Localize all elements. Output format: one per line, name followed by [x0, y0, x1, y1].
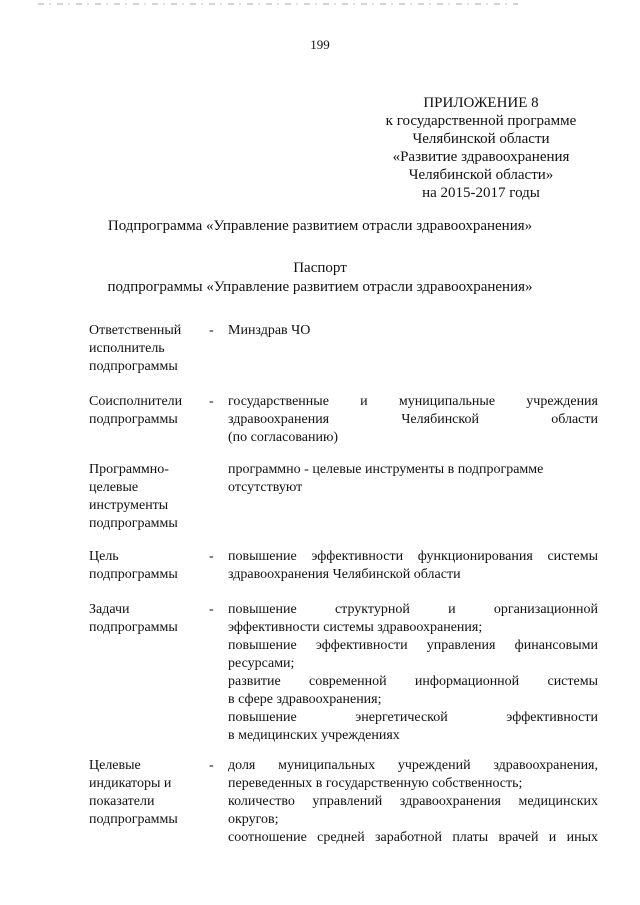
appendix-line: Челябинской области» — [408, 167, 554, 183]
appendix-line: «Развитие здравоохранения — [392, 149, 570, 165]
row-value — [228, 461, 598, 497]
passport-title: Паспорт — [293, 260, 347, 276]
row-dash: - — [209, 602, 214, 617]
row-dash: - — [209, 323, 214, 338]
row-value — [228, 757, 598, 847]
row-label-line: Программно- — [89, 462, 169, 477]
row-label-line: Целевые — [89, 758, 141, 773]
row-label-line: подпрограммы — [89, 516, 178, 531]
row-label-line: целевые — [89, 480, 139, 495]
row-value-line: ресурсами; — [228, 656, 295, 671]
row-label-line: индикаторы и — [89, 776, 172, 791]
row-value — [228, 322, 598, 340]
appendix-line: ПРИЛОЖЕНИЕ 8 — [423, 95, 539, 111]
subprogram-title: Подпрограмма «Управление развитием отрасли здравоохранения» — [107, 218, 533, 234]
row-value-line: программно - целевые инструменты в подпрограмме — [228, 462, 544, 477]
row-label-line: Задачи — [89, 602, 130, 617]
row-value-line: отсутствуют — [228, 480, 303, 495]
page-number: 199 — [310, 37, 330, 52]
row-value-line: повышение энергетической эффективности — [228, 710, 598, 725]
row-value-line: (по согласованию) — [228, 430, 339, 445]
row-value-line: эффективности системы здравоохранения; — [228, 620, 483, 635]
row-label — [89, 601, 199, 637]
scan-artifact-line — [38, 3, 518, 5]
row-value-line: в медицинских учреждениях — [228, 728, 400, 743]
row-label-line: показатели — [89, 794, 155, 809]
row-value-line: государственные и муниципальные учреждения — [228, 394, 598, 409]
row-value-line: Минздрав ЧО — [228, 323, 311, 338]
row-value-line: доля муниципальных учреждений здравоохранения, — [228, 758, 598, 773]
appendix-line: на 2015-2017 годы — [422, 185, 540, 201]
row-label — [89, 757, 199, 829]
row-label-line: Цель — [89, 549, 119, 564]
row-value-line: здравоохранения Челябинской области — [228, 412, 598, 427]
row-label — [89, 322, 199, 376]
row-dash: - — [209, 758, 214, 773]
appendix-heading — [366, 94, 596, 202]
row-value — [228, 548, 598, 584]
row-dash: - — [209, 394, 214, 409]
row-label-line: подпрограммы — [89, 359, 178, 374]
row-label — [89, 461, 199, 533]
passport-subtitle: подпрограммы «Управление развитием отрасли здравоохранения» — [107, 279, 533, 295]
row-value-line: переведенных в государственную собственность; — [228, 776, 523, 791]
row-label-line: Соисполнители — [89, 394, 183, 409]
row-value — [228, 393, 598, 447]
row-value-line: повышение эффективности функционирования системы — [228, 549, 598, 564]
row-label-line: подпрограммы — [89, 620, 178, 635]
row-value-line: соотношение средней заработной платы врачей и иных — [228, 830, 598, 845]
row-value-line: здравоохранения Челябинской области — [228, 567, 461, 582]
row-value-line: развитие современной информационной системы — [228, 674, 598, 689]
row-value-line: в сфере здравоохранения; — [228, 692, 382, 707]
row-label-line: исполнитель — [89, 341, 165, 356]
appendix-line: Челябинской области — [412, 131, 550, 147]
row-value-line: повышение структурной и организационной — [228, 602, 598, 617]
row-label-line: Ответственный — [89, 323, 182, 338]
row-label — [89, 548, 199, 584]
row-label-line: инструменты — [89, 498, 169, 513]
row-label — [89, 393, 199, 429]
row-value-line: количество управлений здравоохранения медицинских — [228, 794, 598, 809]
row-value-line: повышение эффективности управления финансовыми — [228, 638, 598, 653]
row-value — [228, 601, 598, 745]
row-value-line: округов; — [228, 812, 279, 827]
row-label-line: подпрограммы — [89, 812, 178, 827]
appendix-line: к государственной программе — [385, 113, 577, 129]
row-label-line: подпрограммы — [89, 567, 178, 582]
row-label-line: подпрограммы — [89, 412, 178, 427]
row-dash: - — [209, 549, 214, 564]
